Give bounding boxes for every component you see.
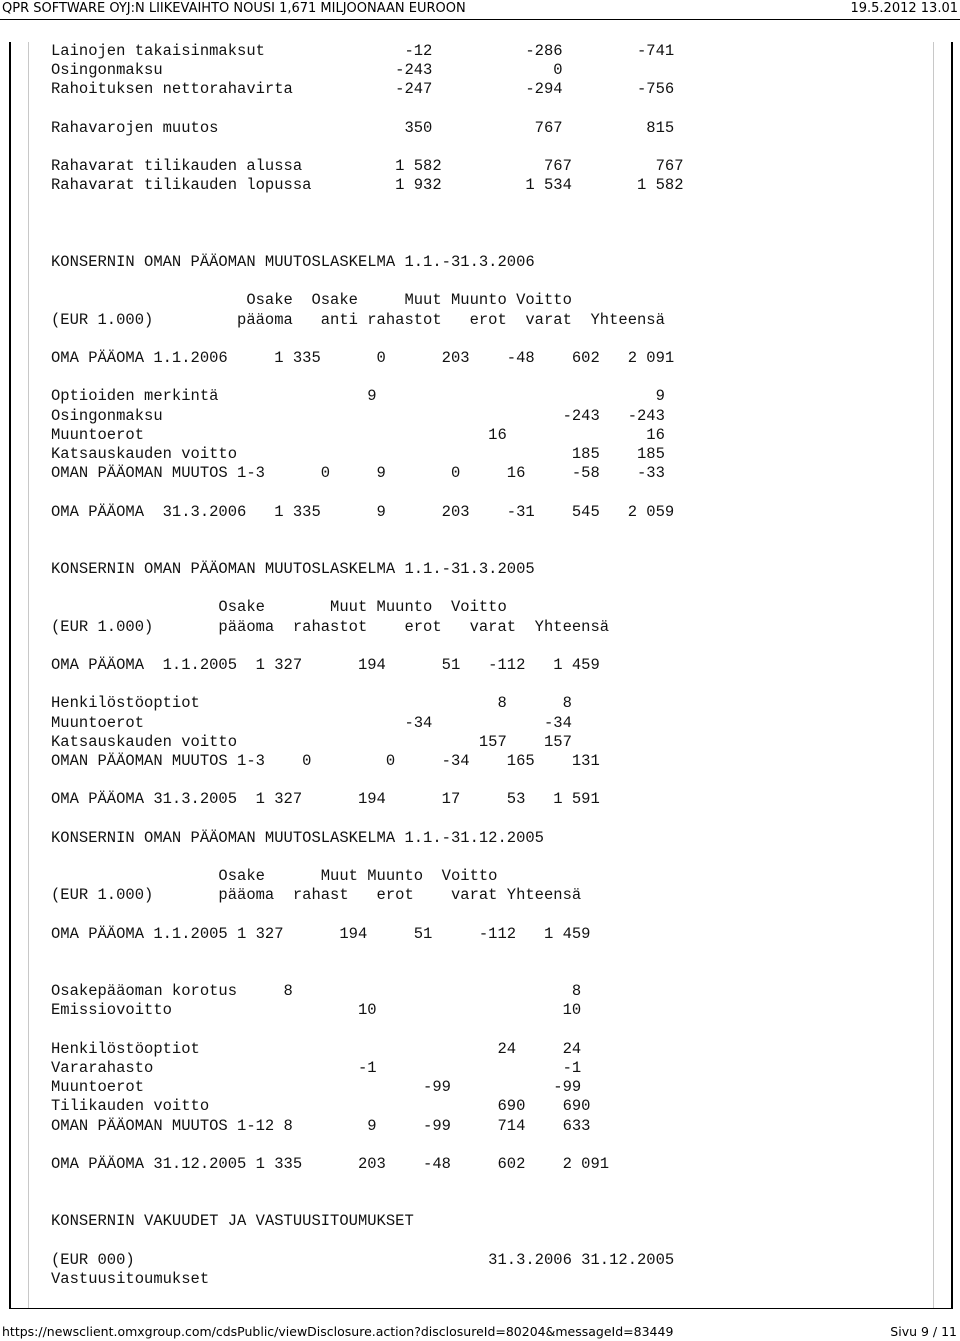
document-line: Tilikauden voitto 690 690: [51, 1097, 591, 1116]
document-line: [51, 483, 931, 502]
document-line: KONSERNIN OMAN PÄÄOMAN MUUTOSLASKELMA 1.1.-31.3.2006: [51, 253, 535, 272]
document-line: Osake Muut Muunto Voitto: [51, 598, 507, 617]
document-line: [51, 1136, 931, 1155]
document-line: Vararahasto -1 -1: [51, 1058, 582, 1077]
document-line: [51, 215, 931, 234]
document-line: (EUR 1.000) pääoma anti rahastot erot varat Yhteensä: [51, 310, 665, 329]
document-line: [51, 1193, 931, 1212]
document-line: Vastuusitoumukset: [51, 1270, 210, 1288]
document-line: Henkilöstöoptiot 8 8: [51, 694, 572, 713]
document-line: [51, 579, 931, 598]
document-line: [51, 1232, 931, 1251]
document-line: (EUR 1.000) pääoma rahast erot varat Yhteensä: [51, 886, 582, 905]
frame-inner-left-rule: [28, 42, 29, 1309]
document-line: [51, 963, 931, 982]
document-line: OMAN PÄÄOMAN MUUTOS 1-3 0 0 -34 165 131: [51, 751, 600, 770]
document-line: (EUR 1.000) pääoma rahastot erot varat Yhteensä: [51, 617, 610, 636]
document-line: [51, 1021, 931, 1040]
document-line: KONSERNIN OMAN PÄÄOMAN MUUTOSLASKELMA 1.1.-31.3.2005: [51, 560, 535, 579]
header-title: QPR SOFTWARE OYJ:N LIIKEVAIHTO NOUSI 1,671 MILJOONAAN EUROON: [2, 1, 466, 16]
page-footer: [0, 1322, 960, 1341]
document-line: (EUR 000) 31.3.2006 31.12.2005: [51, 1250, 675, 1269]
document-line: [51, 100, 931, 119]
document-line: Osake Muut Muunto Voitto: [51, 867, 498, 886]
document-line: OMAN PÄÄOMAN MUUTOS 1-3 0 9 0 16 -58 -33: [51, 464, 665, 483]
document-line: Muuntoerot -99 -99: [51, 1078, 582, 1097]
document-line: [51, 675, 931, 694]
document-line: Rahavarat tilikauden lopussa 1 932 1 534 1 582: [51, 176, 684, 195]
document-line: Osingonmaksu -243 0: [51, 61, 563, 80]
document-line: [51, 272, 931, 291]
document-line: Rahoituksen nettorahavirta -247 -294 -756: [51, 80, 675, 99]
document-line: [51, 637, 931, 656]
document-line: Osake Osake Muut Muunto Voitto: [51, 291, 572, 310]
document-line: Rahavarat tilikauden alussa 1 582 767 767: [51, 157, 684, 176]
document-line: OMA PÄÄOMA 31.3.2006 1 335 9 203 -31 545 2 059: [51, 502, 675, 521]
document-line: OMA PÄÄOMA 1.1.2005 1 327 194 51 -112 1 459: [51, 924, 591, 943]
frame-inner-right-rule: [933, 42, 934, 1309]
document-line: Osingonmaksu -243 -243: [51, 406, 665, 425]
document-line: [51, 1174, 931, 1193]
document-line: [51, 368, 931, 387]
document-line: KONSERNIN OMAN PÄÄOMAN MUUTOSLASKELMA 1.1.-31.12.2005: [51, 828, 544, 847]
document-line: Rahavarojen muutos 350 767 815: [51, 118, 675, 137]
document-line: [51, 522, 931, 541]
document-line: Lainojen takaisinmaksut -12 -286 -741: [51, 42, 675, 60]
document-line: [51, 810, 931, 829]
document-line: OMAN PÄÄOMAN MUUTOS 1-12 8 9 -99 714 633: [51, 1116, 591, 1135]
document-line: Katsauskauden voitto 185 185: [51, 444, 665, 463]
document-line: Emissiovoitto 10 10: [51, 1001, 582, 1020]
document-line: Henkilöstöoptiot 24 24: [51, 1039, 582, 1058]
document-line: Katsauskauden voitto 157 157: [51, 732, 572, 751]
page-header: [0, 0, 960, 20]
document-line: [51, 196, 931, 215]
document-line: OMA PÄÄOMA 1.1.2005 1 327 194 51 -112 1 459: [51, 656, 600, 674]
page-number: Sivu 9 / 11: [890, 1324, 957, 1339]
document-line: Osakepääoman korotus 8 8: [51, 982, 582, 1001]
document-line: [51, 541, 931, 560]
document-line: [51, 905, 931, 924]
document-line: Muuntoerot -34 -34: [51, 713, 572, 732]
header-date: 19.5.2012 13.01: [850, 1, 958, 16]
document-line: [51, 138, 931, 157]
document-line: Muuntoerot 16 16: [51, 425, 665, 444]
document-line: OMA PÄÄOMA 31.3.2005 1 327 194 17 53 1 591: [51, 790, 600, 809]
frame-bottom-rule: [9, 1308, 953, 1309]
document-line: [51, 330, 931, 349]
source-url[interactable]: https://newsclient.omxgroup.com/cdsPublic/viewDisclosure.action?disclosureId=80204&messageId=83449: [2, 1324, 674, 1339]
document-line: OMA PÄÄOMA 31.12.2005 1 335 203 -48 602 2 091: [51, 1154, 610, 1173]
document-line: [51, 944, 931, 963]
document-line: KONSERNIN VAKUUDET JA VASTUUSITOUMUKSET: [51, 1212, 414, 1231]
document-body: [51, 42, 931, 1289]
document-line: [51, 771, 931, 790]
document-line: OMA PÄÄOMA 1.1.2006 1 335 0 203 -48 602 2 091: [51, 349, 675, 367]
document-line: [51, 234, 931, 253]
document-line: [51, 848, 931, 867]
document-line: Optioiden merkintä 9 9: [51, 387, 665, 406]
